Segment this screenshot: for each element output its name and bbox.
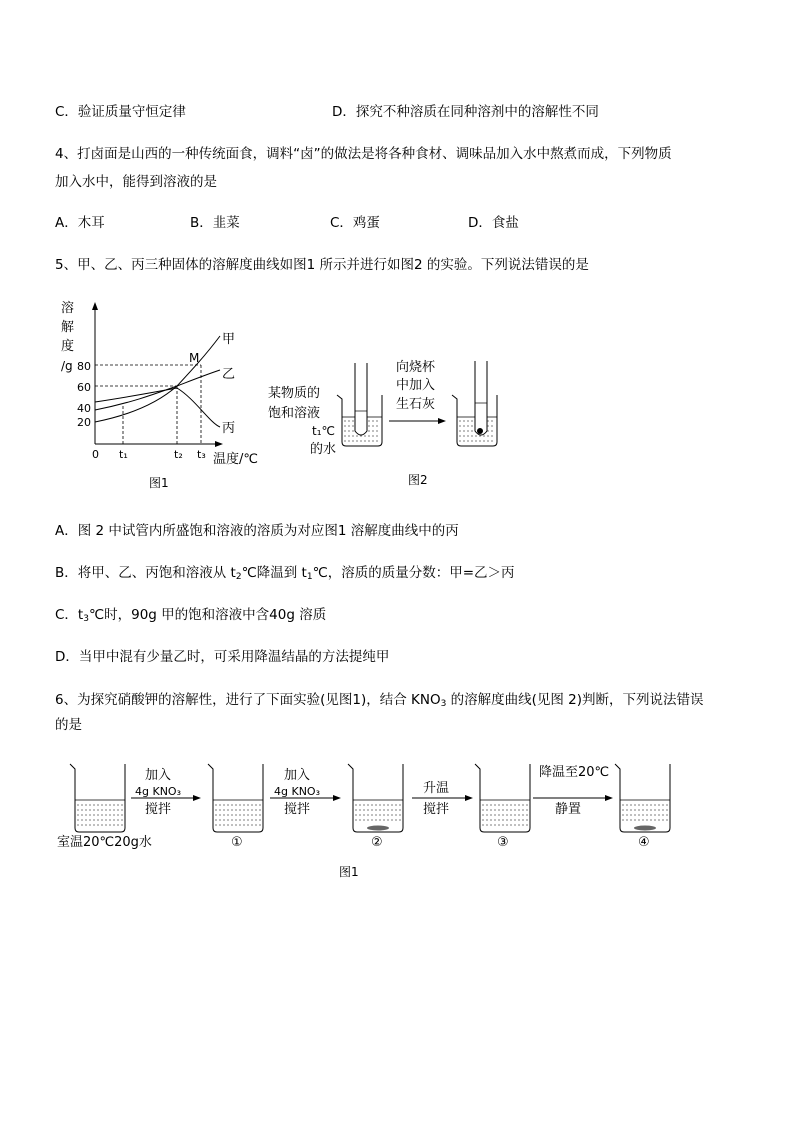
step1-label-3: 搅拌	[145, 802, 172, 817]
q4-option-b: B．韭菜	[190, 215, 240, 231]
start-label: 室温20℃20g水	[57, 835, 152, 850]
left-test-tube	[355, 363, 367, 435]
x-axis-arrow	[215, 441, 223, 447]
solution-label-2: 饱和溶液	[268, 406, 321, 421]
beaker-experiment-figure	[262, 355, 522, 495]
y-tick-40: 40	[77, 402, 91, 415]
step1-label-2: 4g KNO₃	[135, 785, 181, 798]
y-tick-80: 80	[77, 360, 91, 373]
q5-option-b-text: ℃降温到 t	[241, 565, 307, 581]
q6-stem-text: 的溶解度曲线(见图 2)判断，下列说法错误	[446, 692, 704, 708]
y-axis-arrow	[92, 302, 98, 310]
q3-option-d: D．探究不种溶质在同种溶剂中的溶解性不同	[332, 104, 599, 120]
x-tick-t2: t₂	[174, 448, 183, 461]
q4-option-d: D．食盐	[468, 215, 519, 231]
q5-option-b	[55, 561, 515, 582]
q5-option-c-sub: 3	[83, 614, 89, 624]
step4-label-2: 静置	[555, 802, 582, 817]
step2-label-3: 搅拌	[284, 802, 311, 817]
x-origin: 0	[92, 448, 99, 461]
q5-option-b-text: ℃，溶质的质量分数：甲=乙＞丙	[312, 565, 515, 581]
x-tick-t3: t₃	[197, 448, 206, 461]
figure2-caption: 图2	[408, 473, 428, 487]
q5-option-d: D．当甲中混有少量乙时，可采用降温结晶的方法提纯甲	[55, 649, 390, 665]
series-bing-label: 丙	[222, 421, 236, 436]
arrow-label-2: 中加入	[396, 378, 436, 393]
y-tick-20: 20	[77, 416, 91, 429]
point-m-label: M	[189, 351, 200, 365]
step4-label-1: 降温至20℃	[539, 765, 610, 780]
q6-stem-line2: 的是	[55, 717, 82, 733]
q4-option-c: C．鸡蛋	[330, 215, 380, 231]
q5-option-c	[55, 603, 326, 624]
q5-option-b-text: B．将甲、乙、丙饱和溶液从 t	[55, 565, 236, 581]
crystal-precipitate	[477, 428, 483, 434]
step2-label-1: 加入	[284, 768, 311, 783]
water-label-2: 的水	[310, 442, 337, 457]
beaker-1-label: ①	[231, 835, 243, 850]
arrow-label-1: 向烧杯	[396, 360, 436, 375]
q5-option-c-text: C．t	[55, 607, 84, 623]
right-test-tube	[475, 361, 487, 435]
q4-option-a: A．木耳	[55, 215, 105, 231]
step3-label-1: 升温	[423, 781, 450, 796]
y-axis-label-3: 度	[61, 339, 75, 354]
beaker-3	[475, 764, 530, 832]
step1-arrow-head	[193, 795, 201, 801]
beaker-start	[70, 764, 125, 832]
q5-option-b-sub: 2	[235, 572, 242, 582]
x-axis-label: 温度/℃	[213, 452, 258, 467]
solubility-curve-figure	[55, 296, 275, 496]
figure1-caption: 图1	[149, 476, 169, 490]
q6-stem-text: 6、为探究硝酸钾的溶解性，进行了下面实验(见图1)，结合 KNO	[55, 692, 441, 708]
q5-option-a: A．图 2 中试管内所盛饱和溶液的溶质为对应图1 溶解度曲线中的丙	[55, 523, 459, 539]
x-tick-t1: t₁	[119, 448, 128, 461]
curve-jia	[95, 336, 220, 422]
step3-arrow-head	[465, 795, 473, 801]
q5-option-c-text: ℃时，90g 甲的饱和溶液中含40g 溶质	[88, 607, 327, 623]
beaker-1	[208, 764, 263, 832]
step2-arrow-head	[333, 795, 341, 801]
series-yi-label: 乙	[222, 367, 236, 382]
beaker-3-label: ③	[497, 835, 509, 850]
arrow-label-3: 生石灰	[396, 397, 436, 412]
y-tick-60: 60	[77, 381, 91, 394]
figure-caption: 图1	[339, 865, 359, 879]
beaker-4	[615, 764, 670, 832]
y-axis-label-2: 解	[61, 320, 75, 335]
q3-option-c: C．验证质量守恒定律	[55, 104, 186, 120]
q5-option-b-sub: 1	[306, 572, 313, 582]
step3-label-2: 搅拌	[423, 802, 450, 817]
water-label-1: t₁℃	[312, 424, 335, 438]
step2-label-2: 4g KNO₃	[274, 785, 320, 798]
step4-arrow-head	[605, 795, 613, 801]
beaker-4-label: ④	[638, 835, 650, 850]
q6-stem-sub: 3	[440, 699, 447, 709]
series-jia-label: 甲	[222, 332, 236, 347]
reaction-arrow-head	[438, 418, 446, 424]
q6-stem-line1	[55, 688, 704, 709]
solution-label-1: 某物质的	[268, 386, 321, 401]
q5-stem: 5、甲、乙、丙三种固体的溶解度曲线如图1 所示并进行如图2 的实验。下列说法错误的是	[55, 257, 589, 273]
q4-stem-line2: 加入水中，能得到溶液的是	[55, 174, 217, 190]
step1-label-1: 加入	[145, 768, 172, 783]
y-axis-label-4: /g	[61, 359, 73, 373]
beaker-2-label: ②	[371, 835, 383, 850]
beaker-2	[348, 764, 403, 832]
q4-stem-line1: 4、打卤面是山西的一种传统面食，调料“卤”的做法是将各种食材、调味品加入水中熬煮而成，下列物质	[55, 146, 672, 162]
y-axis-label-1: 溶	[61, 301, 75, 316]
kno3-experiment-figure	[55, 758, 685, 883]
